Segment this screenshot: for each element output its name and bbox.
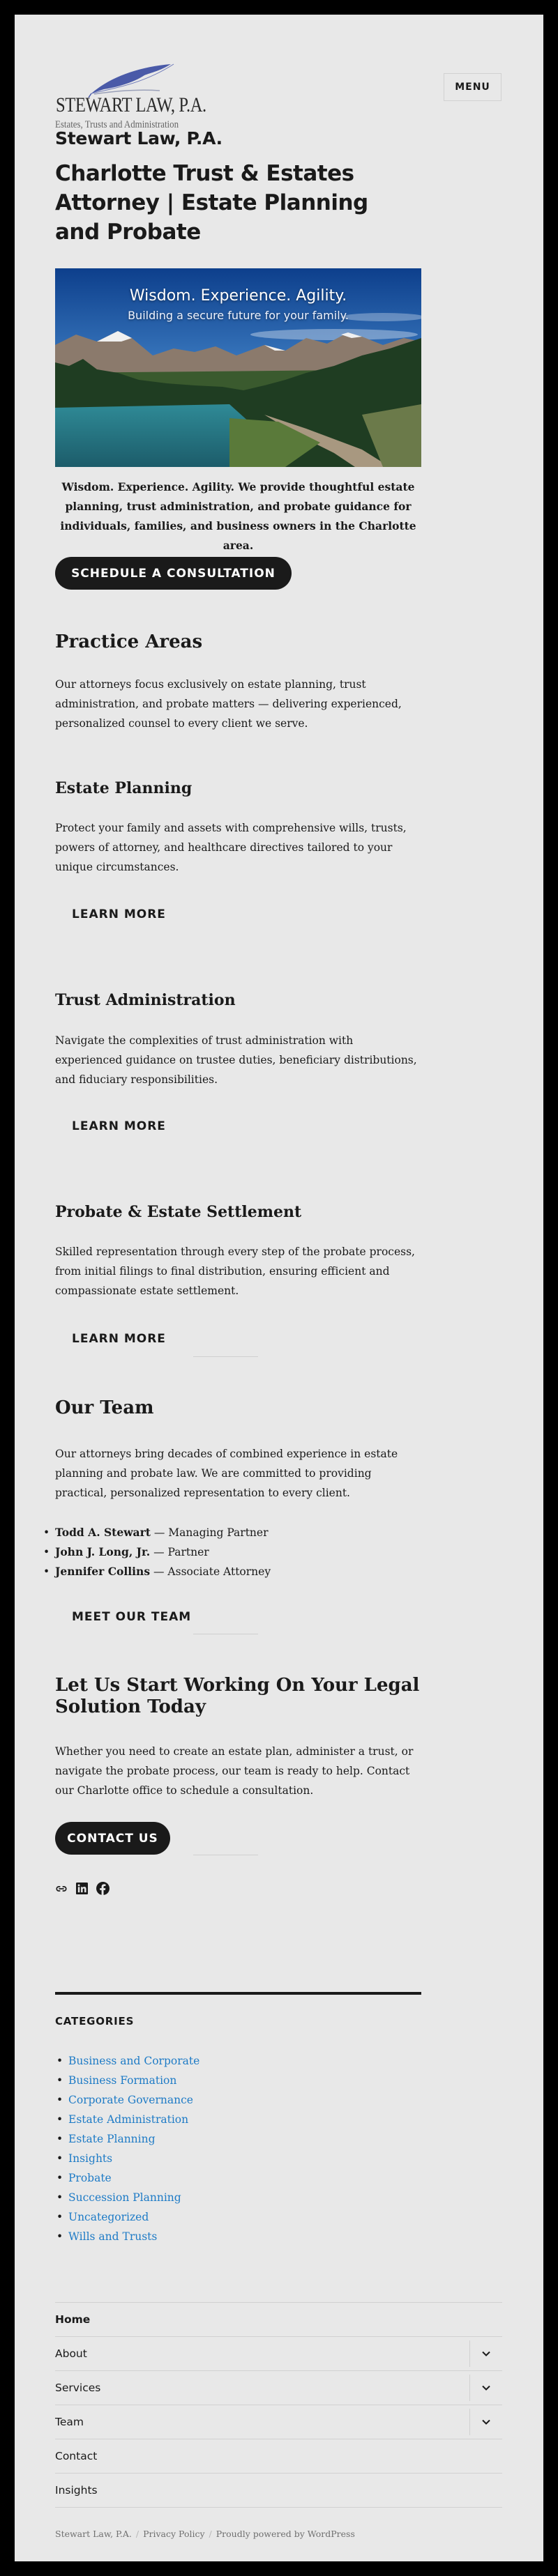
- our-team-intro: Our attorneys bring decades of combined experience in estate planning and probate law. We are committed to providing practical, personalized representation to every client.: [55, 1448, 398, 1499]
- schedule-consultation-button[interactable]: SCHEDULE A CONSULTATION: [55, 557, 292, 590]
- meet-our-team-link[interactable]: MEET OUR TEAM: [72, 1610, 192, 1624]
- widget-divider: [55, 1992, 421, 1995]
- site-name-link[interactable]: Stewart Law, P.A.: [55, 2529, 132, 2539]
- facebook-icon[interactable]: [96, 1882, 110, 1895]
- estate-planning-learn-more-link[interactable]: LEARN MORE: [72, 907, 166, 921]
- separator: [193, 1356, 258, 1357]
- menu-toggle-button[interactable]: MENU: [444, 73, 502, 101]
- privacy-policy-link[interactable]: Privacy Policy: [143, 2529, 205, 2539]
- submenu-toggle-team[interactable]: [469, 2409, 502, 2435]
- category-item: [55, 2168, 199, 2188]
- linkedin-icon[interactable]: [76, 1883, 88, 1894]
- nav-link-contact[interactable]: Contact: [55, 2450, 98, 2462]
- trust-administration-heading: Trust Administration: [55, 991, 236, 1009]
- category-item: [55, 2129, 199, 2149]
- contact-us-button[interactable]: CONTACT US: [55, 1822, 170, 1855]
- practice-areas-intro: Our attorneys focus exclusively on estate planning, trust administration, and probate matters — delivering experienced, personalized counsel to every client we serve.: [55, 678, 402, 730]
- category-item: [55, 2149, 199, 2168]
- team-member-list: [55, 1523, 271, 1581]
- team-member: [55, 1542, 271, 1562]
- site-info: [55, 2529, 355, 2539]
- nav-item-about: [55, 2336, 502, 2370]
- trust-administration-learn-more-link[interactable]: LEARN MORE: [72, 1119, 166, 1133]
- probate-learn-more-link[interactable]: LEARN MORE: [72, 1332, 166, 1346]
- team-member-name: Todd A. Stewart: [55, 1526, 151, 1539]
- separator-slash: /: [135, 2529, 140, 2539]
- logo-tagline: Estates, Trusts and Administration: [55, 119, 179, 130]
- hero-banner-image: [55, 268, 421, 467]
- category-item: [55, 2110, 199, 2129]
- feather-icon: [55, 63, 223, 98]
- category-item: [55, 2207, 199, 2227]
- team-member: [55, 1562, 271, 1581]
- category-link[interactable]: Business and Corporate: [68, 2055, 200, 2067]
- our-team-heading: Our Team: [55, 1397, 154, 1418]
- hero-subheadline: Building a secure future for your family.: [128, 309, 349, 322]
- category-item: [55, 2071, 199, 2090]
- nav-item-contact: [55, 2439, 502, 2473]
- category-link[interactable]: Wills and Trusts: [68, 2230, 158, 2243]
- categories-title: CATEGORIES: [55, 2015, 135, 2027]
- estate-planning-heading: Estate Planning: [55, 779, 193, 797]
- trust-administration-text: Navigate the complexities of trust administration with experienced guidance on trustee duties, beneficiary distributions, and fiduciary responsibilities.: [55, 1034, 417, 1086]
- category-item: [55, 2051, 199, 2071]
- social-links: [55, 1882, 110, 1895]
- submenu-toggle-services[interactable]: [469, 2375, 502, 2401]
- link-icon[interactable]: [55, 1883, 68, 1895]
- intro-text: Wisdom. Experience. Agility. We provide thoughtful estate planning, trust administration, and probate guidance for individuals, families, and business owners in the Charlotte area.: [60, 480, 416, 552]
- category-item: [55, 2188, 199, 2207]
- category-item: [55, 2227, 199, 2246]
- footer-navigation: [55, 2302, 502, 2508]
- submenu-toggle-about[interactable]: [469, 2340, 502, 2367]
- contact-text: Whether you need to create an estate plan, administer a trust, or navigate the probate process, our team is ready to help. Contact our Charlotte office to schedule a consultation.: [55, 1745, 414, 1797]
- team-member-name: Jennifer Collins: [55, 1565, 151, 1578]
- hero-headline: Wisdom. Experience. Agility.: [129, 287, 347, 305]
- category-link[interactable]: Probate: [68, 2172, 112, 2184]
- category-link[interactable]: Insights: [68, 2152, 113, 2165]
- category-item: [55, 2090, 199, 2110]
- logo-wordmark: STEWART LAW, P.A.: [56, 93, 206, 116]
- page-title: Charlotte Trust & Estates Attorney | Estate Planning and Probate: [55, 161, 368, 245]
- team-member-role: — Managing Partner: [150, 1526, 269, 1539]
- nav-item-home: [55, 2302, 502, 2336]
- nav-item-insights: [55, 2473, 502, 2508]
- category-link[interactable]: Estate Planning: [68, 2133, 156, 2145]
- category-link[interactable]: Business Formation: [68, 2074, 177, 2087]
- chevron-down-icon: [482, 2351, 490, 2356]
- nav-item-services: [55, 2370, 502, 2405]
- probate-text: Skilled representation through every step of the probate process, from initial filings to final distribution, ensuring efficient and compassionate estate settlement.: [55, 1245, 415, 1297]
- nav-link-services[interactable]: Services: [55, 2382, 101, 2394]
- powered-by-wordpress-link[interactable]: Proudly powered by WordPress: [216, 2529, 355, 2539]
- team-member-role: — Associate Attorney: [150, 1565, 271, 1578]
- nav-item-team: [55, 2405, 502, 2439]
- nav-link-insights[interactable]: Insights: [55, 2484, 98, 2497]
- practice-areas-heading: Practice Areas: [55, 631, 203, 652]
- category-link[interactable]: Corporate Governance: [68, 2094, 193, 2106]
- site-title[interactable]: Stewart Law, P.A.: [55, 128, 223, 148]
- chevron-down-icon: [482, 2419, 490, 2425]
- contact-heading: Let Us Start Working On Your Legal Solution Today: [55, 1675, 420, 1717]
- team-member-name: John J. Long, Jr.: [55, 1545, 151, 1558]
- category-link[interactable]: Uncategorized: [68, 2211, 149, 2223]
- team-member: [55, 1523, 271, 1542]
- team-member-role: — Partner: [150, 1546, 209, 1558]
- chevron-down-icon: [482, 2385, 490, 2391]
- estate-planning-text: Protect your family and assets with comprehensive wills, trusts, powers of attorney, and healthcare directives tailored to your unique circumstances.: [55, 822, 407, 873]
- category-link[interactable]: Estate Administration: [68, 2113, 189, 2126]
- nav-link-home[interactable]: Home: [55, 2313, 91, 2326]
- nav-link-about[interactable]: About: [55, 2347, 87, 2360]
- separator-slash: /: [209, 2529, 212, 2539]
- category-link[interactable]: Succession Planning: [68, 2191, 181, 2204]
- categories-list: [55, 2051, 199, 2246]
- probate-heading: Probate & Estate Settlement: [55, 1203, 302, 1221]
- nav-link-team[interactable]: Team: [55, 2416, 84, 2428]
